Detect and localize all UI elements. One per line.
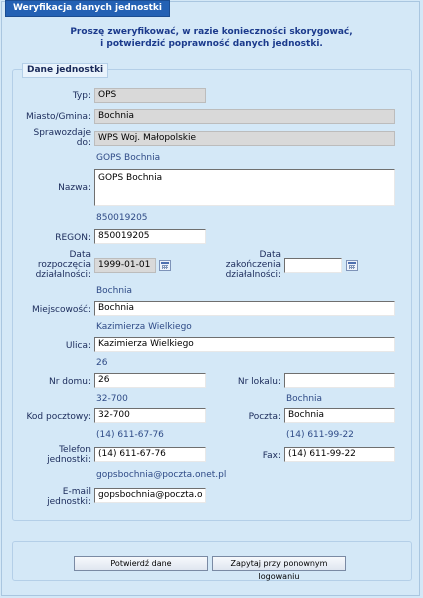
miasto-label: Miasto/Gmina:: [25, 112, 91, 122]
kod-hint: 32-700: [96, 394, 128, 404]
nr-domu-input[interactable]: 26: [94, 373, 206, 388]
typ-field: OPS: [94, 88, 206, 103]
ulica-label: Ulica:: [65, 341, 91, 351]
email-label: E-mail jednostki:: [47, 487, 91, 507]
email-input[interactable]: gopsbochnia@poczta.o: [94, 488, 206, 503]
intro-line-1: Proszę zweryfikować, w razie konieczności skorygować,: [70, 27, 353, 37]
data-zakonczenia-input[interactable]: [284, 258, 342, 273]
ulica-hint: Kazimierza Wielkiego: [96, 322, 192, 332]
nr-domu-hint: 26: [96, 358, 108, 368]
nr-domu-label: Nr domu:: [48, 377, 91, 387]
miejscowosc-label: Miejscowość:: [32, 305, 91, 315]
regon-hint: 850019205: [96, 213, 148, 223]
nazwa-hint: GOPS Bochnia: [96, 153, 161, 163]
nazwa-textarea[interactable]: GOPS Bochnia: [94, 169, 395, 206]
poczta-input[interactable]: Bochnia: [284, 408, 395, 423]
regon-input[interactable]: 850019205: [94, 229, 206, 244]
data-zakonczenia-label: Data zakończenia działalności:: [225, 250, 281, 280]
nr-lokalu-input[interactable]: [284, 373, 395, 388]
sprawozdaje-label: Sprawozdaje do:: [33, 128, 91, 148]
ask-later-button[interactable]: Zapytaj przy ponownym logowaniu: [212, 556, 346, 571]
typ-label: Typ:: [72, 91, 91, 101]
nazwa-label: Nazwa:: [58, 183, 91, 193]
email-hint: gopsbochnia@poczta.onet.pl: [96, 470, 227, 480]
fax-label: Fax:: [262, 451, 281, 461]
data-rozpoczecia-field: 1999-01-01: [94, 258, 156, 273]
page-title: Weryfikacja danych jednostki: [5, 0, 170, 17]
calendar-icon[interactable]: [346, 260, 358, 271]
kod-label: Kod pocztowy:: [26, 412, 91, 422]
calendar-icon[interactable]: [159, 260, 171, 271]
intro-line-2: i potwierdzić poprawność danych jednostki.: [100, 39, 323, 49]
telefon-label: Telefon jednostki:: [47, 445, 91, 465]
sprawozdaje-field: WPS Woj. Małopolskie: [94, 131, 395, 146]
telefon-hint: (14) 611-67-76: [96, 430, 164, 440]
intro-text: [0, 26, 423, 50]
nr-lokalu-label: Nr lokalu:: [237, 377, 281, 387]
fax-input[interactable]: (14) 611-99-22: [284, 447, 395, 462]
telefon-input[interactable]: (14) 611-67-76: [94, 447, 206, 462]
poczta-label: Poczta:: [248, 412, 281, 422]
miasto-field: Bochnia: [94, 109, 395, 124]
kod-input[interactable]: 32-700: [94, 408, 206, 423]
miejscowosc-hint: Bochnia: [96, 286, 133, 296]
data-rozpoczecia-label: Data rozpoczęcia działalności:: [35, 250, 91, 280]
poczta-hint: Bochnia: [286, 394, 323, 404]
regon-label: REGON:: [55, 233, 91, 243]
confirm-button[interactable]: Potwierdź dane: [74, 556, 208, 571]
miejscowosc-input[interactable]: Bochnia: [94, 301, 395, 316]
ulica-input[interactable]: Kazimierza Wielkiego: [94, 337, 395, 352]
fax-hint: (14) 611-99-22: [286, 430, 354, 440]
section-title: Dane jednostki: [22, 63, 108, 78]
